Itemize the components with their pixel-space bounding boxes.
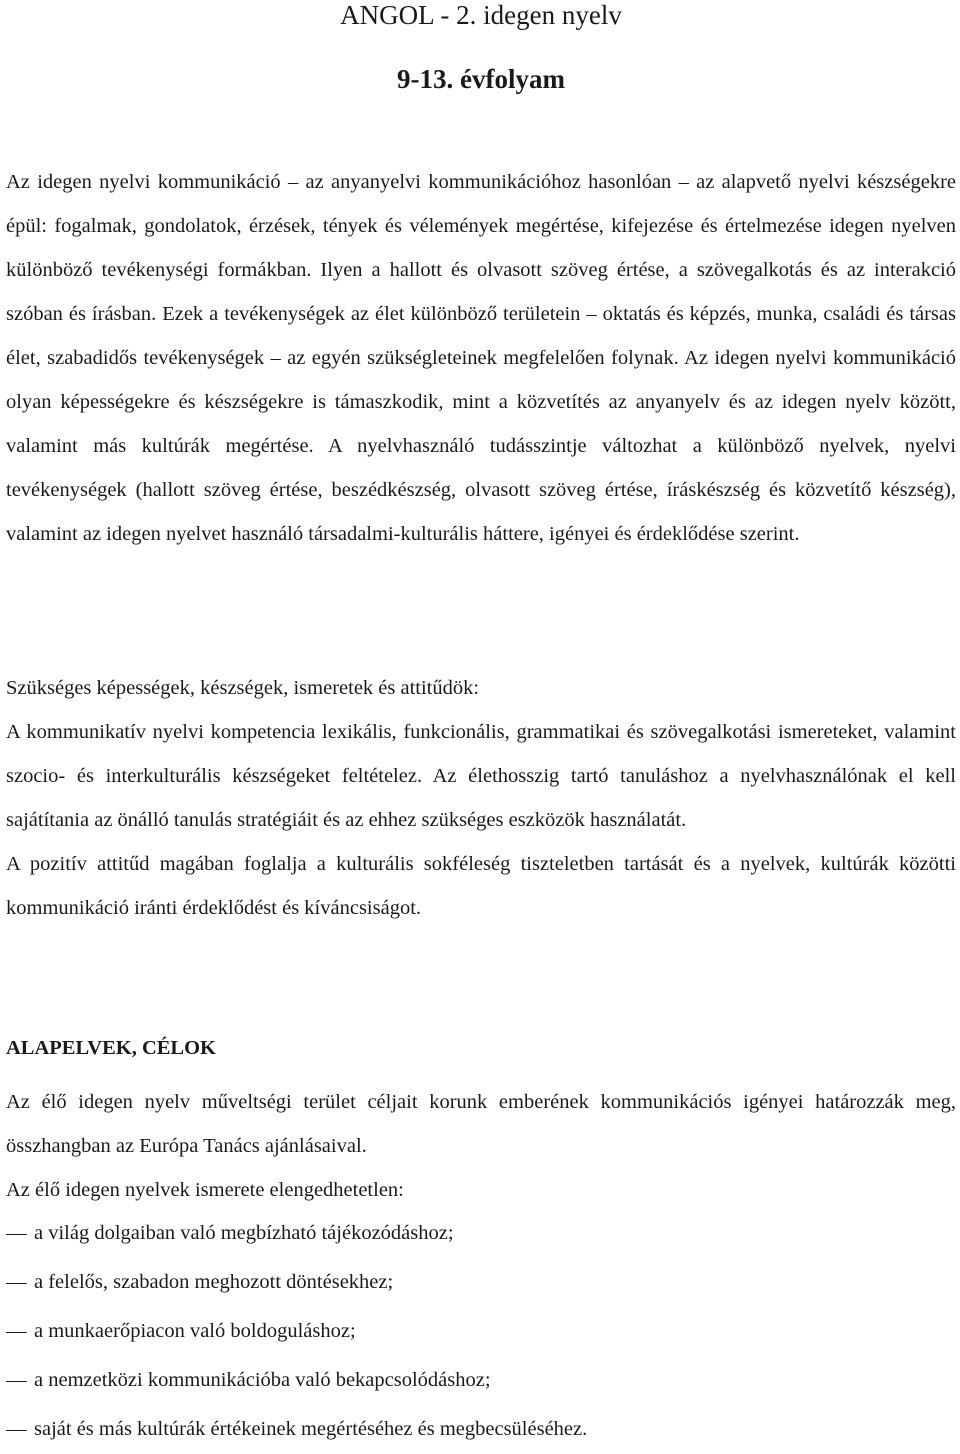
list-item: [6, 1405, 956, 1454]
intro-section: [6, 160, 956, 556]
list-item-text: a munkaerőpiacon való boldoguláshoz;: [34, 1320, 356, 1342]
list-item-text: a világ dolgaiban való megbízható tájékozódáshoz;: [34, 1222, 454, 1244]
list-item: [6, 1356, 956, 1405]
dash-bullet: —: [6, 1222, 27, 1244]
intro-paragraph: Az idegen nyelvi kommunikáció – az anyanyelvi kommunikációhoz hasonlóan – az alapvető nyelvi készségekre épül: fogalmak, gondolatok, érzések, tények és vélemények megértése, kifejezése és értelmezése idegen nyelven különböző tevékenységi formákban. Ilyen a hallott és olvasott szöveg értése, a szövegalkotás és az interakció szóban és írásban. Ezek a tevékenységek az élet különböző területein – oktatás és képzés, munka, családi és társas élet, szabadidős tevékenységek – az egyén szükségleteinek megfelelően folynak. Az idegen nyelvi kommunikáció olyan képességekre és készségekre is támaszkodik, mint a közvetítés az anyanyelv és az idegen nyelv között, valamint más kultúrák megértése. A nyelvhasználó tudásszintje változhat a különböző nyelvek, nyelvi tevékenységek (hallott szöveg értése, beszédkészség, olvasott szöveg értése, íráskészség és közvetítő készség), valamint az idegen nyelvet használó társadalmi-kulturális háttere, igényei és érdeklődése szerint.: [6, 171, 956, 545]
dash-bullet: —: [6, 1320, 27, 1342]
section-heading-principles: ALAPELVEK, CÉLOK: [6, 1037, 216, 1059]
list-item-text: a felelős, szabadon meghozott döntésekhez;: [34, 1271, 394, 1293]
list-item-text: a nemzetközi kommunikációba való bekapcsolódáshoz;: [34, 1369, 491, 1391]
principles-paragraph-1: Az élő idegen nyelv műveltségi terület céljait korunk emberének kommunikációs igényei határozzák meg, összhangban az Európa Tanács ajánlásaival.: [6, 1091, 956, 1157]
document-title: ANGOL - 2. idegen nyelv: [340, 0, 622, 30]
grade-range: 9-13. évfolyam: [397, 64, 565, 94]
skills-paragraph-2: A pozitív attitűd magában foglalja a kulturális sokféleség tiszteletben tartását és a nyelvek, kultúrák közötti kommunikáció iránti érdeklődést és kíváncsiságot.: [6, 853, 956, 919]
list-item: [6, 1258, 956, 1307]
dash-bullet: —: [6, 1418, 27, 1440]
principles-paragraph-2: Az élő idegen nyelvek ismerete elengedhetetlen:: [6, 1179, 404, 1201]
list-item: [6, 1307, 956, 1356]
skills-label: Szükséges képességek, készségek, ismeretek és attitűdök:: [6, 677, 480, 699]
dash-bullet: —: [6, 1271, 27, 1293]
principles-list: [6, 1209, 956, 1454]
list-item: [6, 1209, 956, 1258]
principles-section: [6, 1080, 956, 1212]
dash-bullet: —: [6, 1369, 27, 1391]
skills-section: [6, 666, 956, 930]
skills-paragraph-1: A kommunikatív nyelvi kompetencia lexikális, funkcionális, grammatikai és szövegalkotási ismereteket, valamint szocio- és interkulturális készségeket feltételez. Az élethosszig tartó tanuláshoz a nyelvhasználónak el kell sajátítania az önálló tanulás stratégiáit és az ehhez szükséges eszközök használatát.: [6, 721, 956, 831]
list-item-text: saját és más kultúrák értékeinek megértéséhez és megbecsüléséhez.: [34, 1418, 588, 1440]
